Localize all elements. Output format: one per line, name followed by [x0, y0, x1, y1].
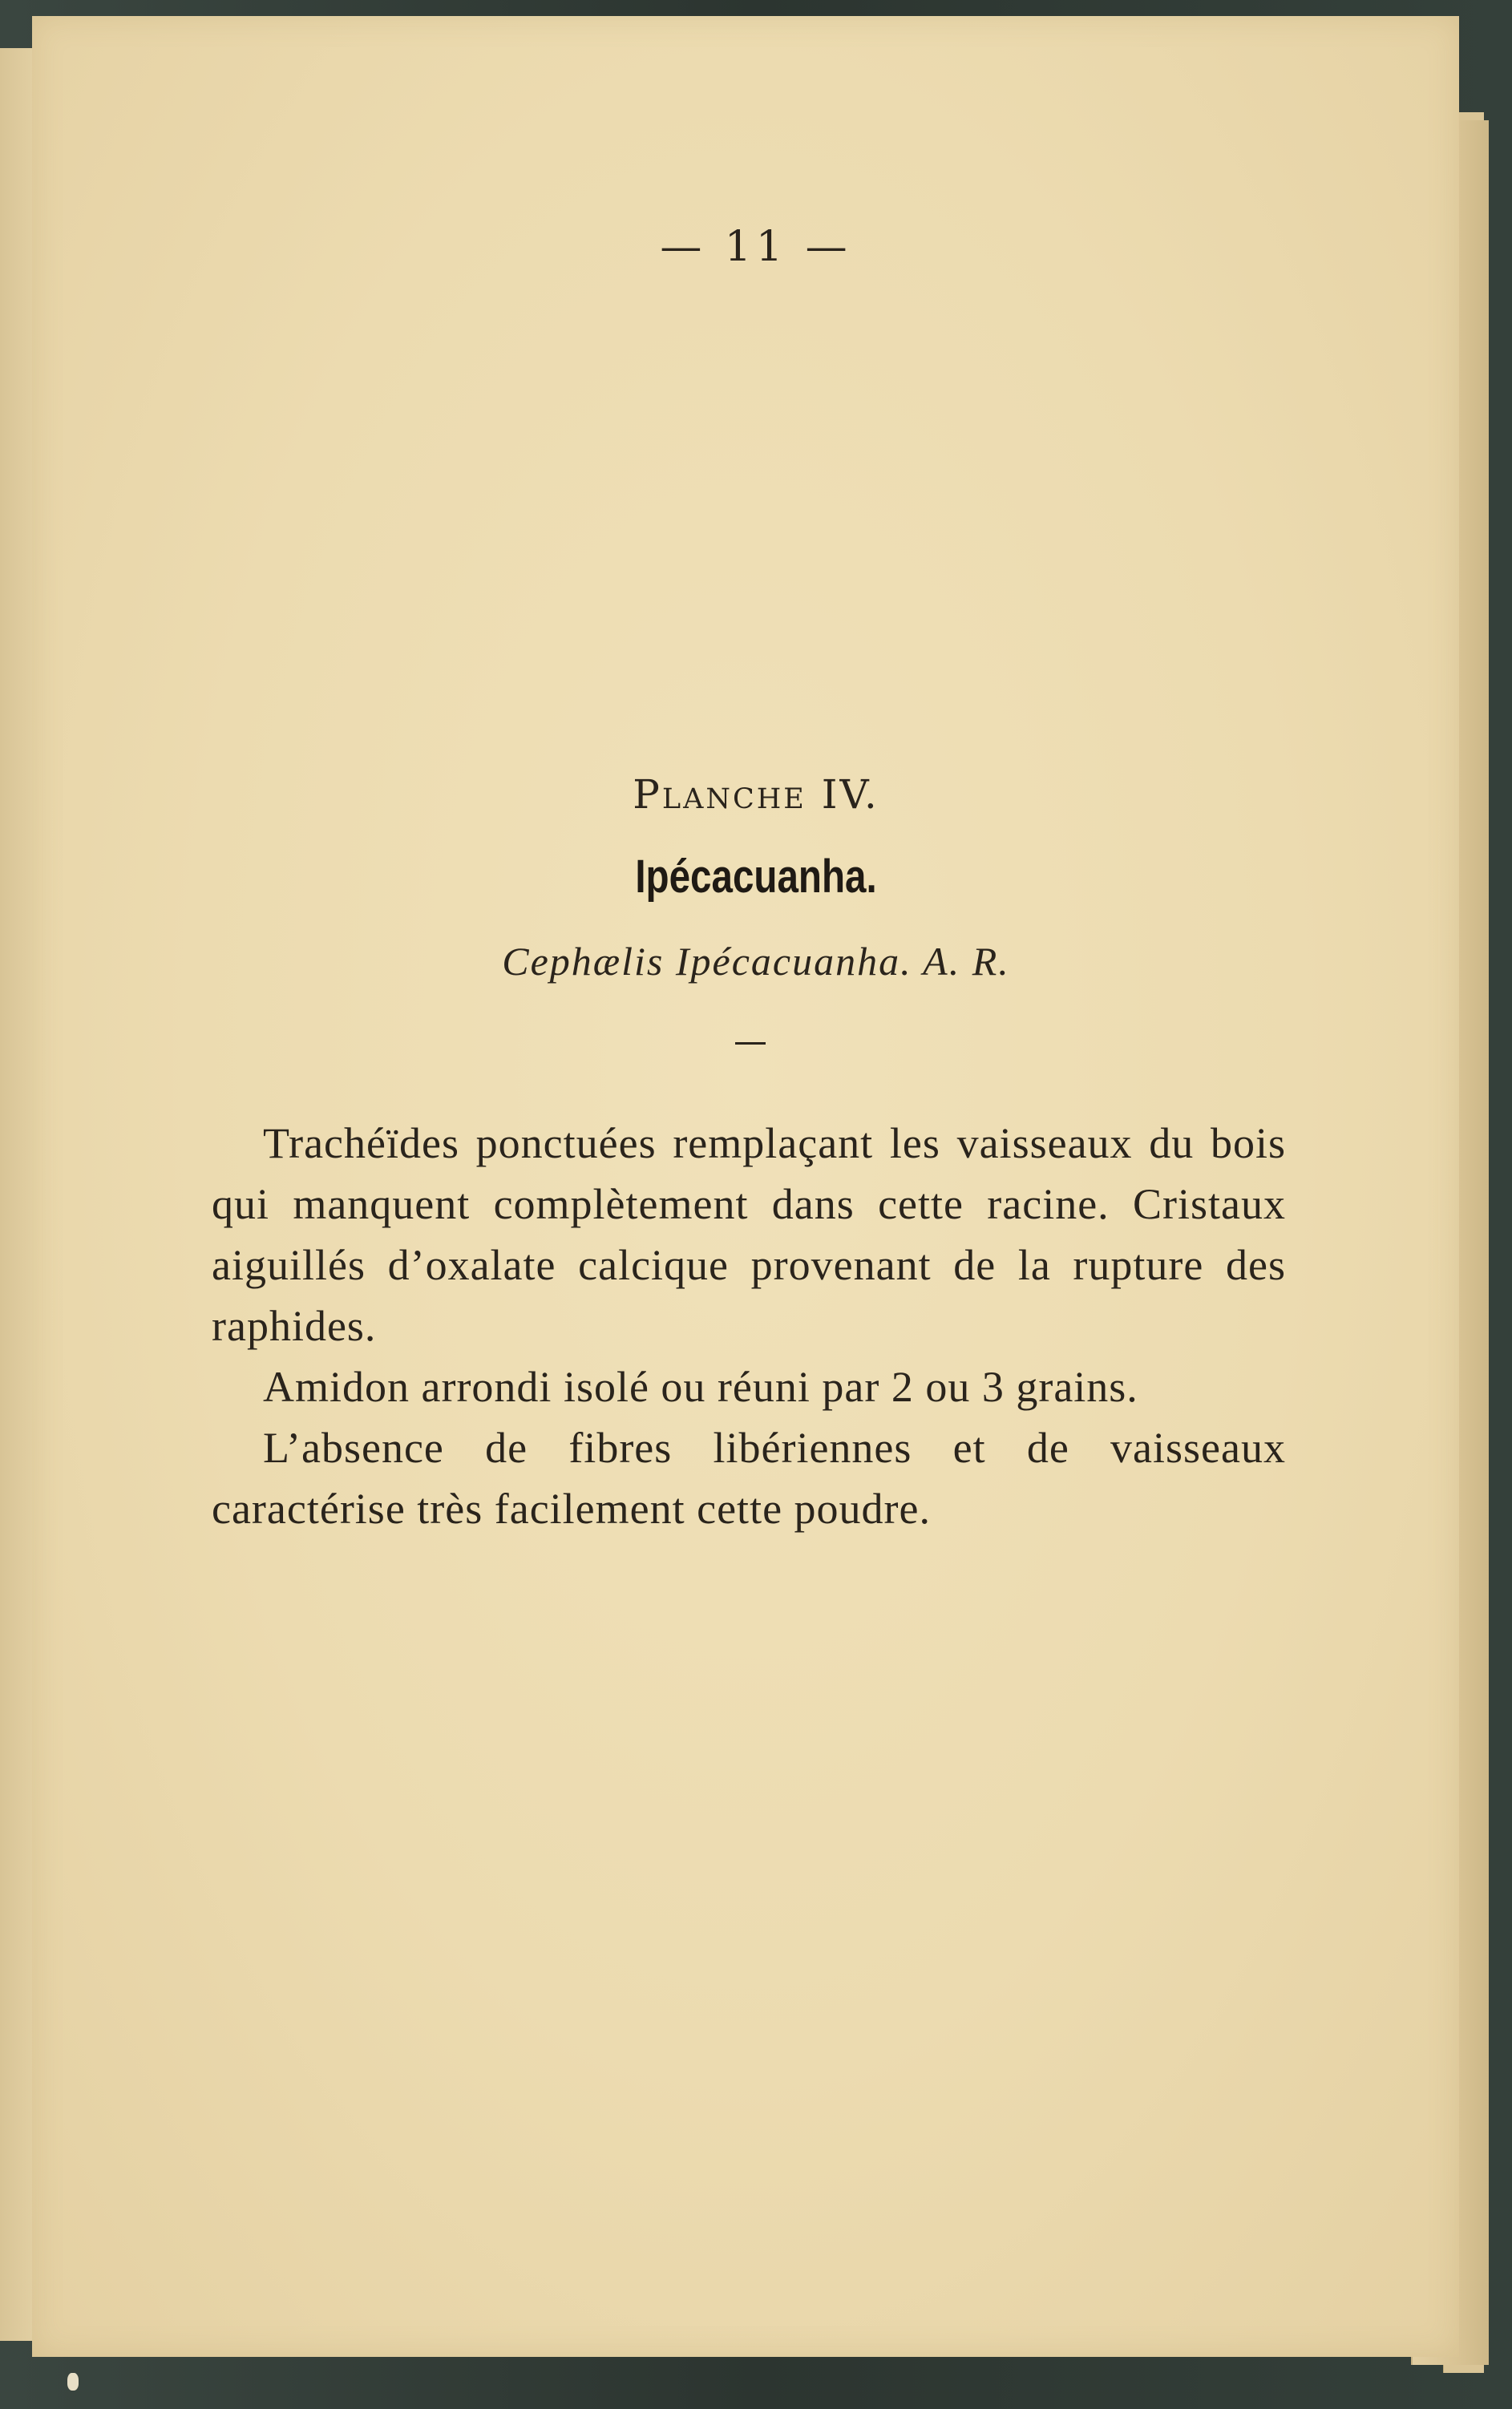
plant-name-heading: Ipécacuanha.: [635, 851, 877, 903]
paper-mark: [67, 2373, 79, 2391]
section-separator: [735, 1042, 766, 1045]
paragraph-absence: L’absence de fibres libériennes et de vaisseaux caractérise très facilement cette poudre.: [212, 1424, 1286, 1533]
page-number: — 11 —: [660, 223, 852, 271]
paragraph-tracheides: Trachéïdes ponctuées remplaçant les vaisseaux du bois qui manquent complètement dans cette racine. Cristaux aiguillés d’oxalate calcique provenant de la rupture des raphides.: [212, 1119, 1286, 1350]
paragraph-amidon: Amidon arrondi isolé ou réuni par 2 ou 3 grains.: [263, 1363, 1138, 1411]
species-name: Cephælis Ipécacuanha. A. R.: [502, 939, 1010, 984]
description-text: [212, 1113, 1286, 1539]
plate-title: Planche IV.: [633, 771, 879, 818]
